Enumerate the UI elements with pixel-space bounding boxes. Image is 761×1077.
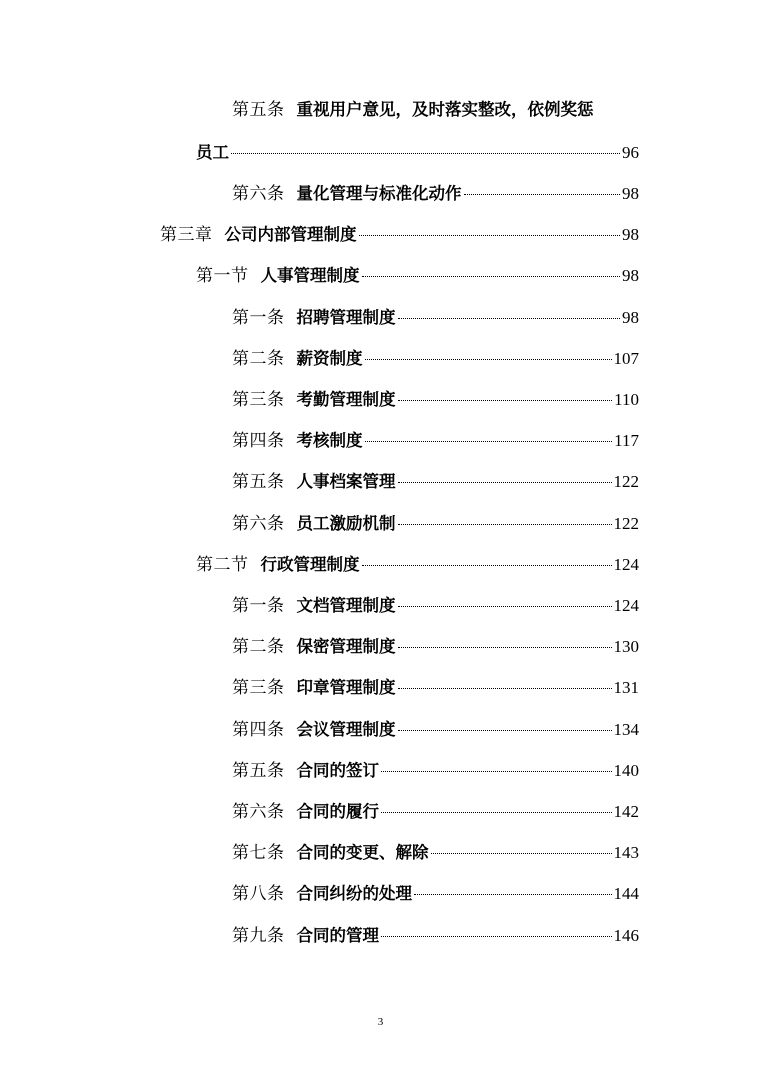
dot-leader	[381, 770, 612, 772]
toc-entry-number: 第四条	[232, 720, 285, 740]
toc-entry-page: 98	[622, 266, 639, 285]
dot-leader	[398, 729, 612, 731]
dot-leader	[231, 152, 620, 154]
dot-leader	[414, 893, 612, 895]
toc-entry[interactable]	[160, 223, 639, 247]
toc-entry-number: 第五条	[232, 472, 285, 492]
toc-entry-page: 131	[613, 678, 639, 697]
dot-leader	[362, 564, 612, 566]
toc-entry-number: 第二条	[232, 637, 285, 657]
toc-entry[interactable]	[232, 182, 639, 206]
toc-entry-page: 98	[622, 225, 639, 244]
toc-entry-title: 合同的履行	[296, 802, 379, 821]
toc-entry-page: 98	[622, 184, 639, 203]
toc-entry-number: 第八条	[232, 884, 285, 904]
toc-entry-page: 146	[613, 926, 639, 945]
toc-entry-number: 第二节	[196, 555, 249, 575]
toc-entry-page: 110	[614, 390, 639, 409]
dot-leader	[398, 646, 612, 648]
toc-entry[interactable]	[232, 594, 639, 618]
toc-entry[interactable]	[232, 429, 639, 453]
toc-entry-continued-first-line	[232, 98, 639, 122]
toc-entry[interactable]	[232, 718, 639, 742]
toc-entry[interactable]	[232, 512, 639, 536]
toc-entry-title: 员工激励机制	[296, 514, 396, 533]
toc-entry[interactable]	[232, 388, 639, 412]
toc-entry-number: 第五条	[232, 761, 285, 781]
toc-entry-title: 文档管理制度	[296, 596, 396, 615]
toc-entry-number: 第七条	[232, 843, 285, 863]
toc-entry[interactable]	[232, 882, 639, 906]
toc-entry-page: 142	[613, 802, 639, 821]
dot-leader	[398, 317, 621, 319]
toc-entry-title: 量化管理与标准化动作	[296, 184, 462, 203]
dot-leader	[398, 399, 613, 401]
toc-entry-number: 第九条	[232, 926, 285, 946]
toc-entry[interactable]	[232, 841, 639, 865]
dot-leader	[362, 275, 621, 277]
toc-entry[interactable]	[232, 635, 639, 659]
toc-entry-page: 96	[622, 143, 639, 162]
dot-leader	[398, 687, 612, 689]
dot-leader	[381, 935, 612, 937]
toc-entry-title: 人事管理制度	[260, 266, 360, 285]
toc-entry-title: 薪资制度	[296, 349, 363, 368]
toc-entry-number: 第三条	[232, 678, 285, 698]
toc-entry[interactable]	[232, 759, 639, 783]
toc-entry-number: 第四条	[232, 431, 285, 451]
toc-entry-title: 人事档案管理	[296, 472, 396, 491]
toc-entry-page: 117	[614, 431, 639, 450]
dot-leader	[359, 234, 621, 236]
toc-entry-number: 第一条	[232, 596, 285, 616]
toc-entry-title: 会议管理制度	[296, 720, 396, 739]
toc-entry-title: 行政管理制度	[260, 555, 360, 574]
toc-entry-page: 143	[613, 843, 639, 862]
toc-entry-title: 合同纠纷的处理	[296, 884, 412, 903]
page-footer-number: 3	[377, 1016, 384, 1028]
toc-entry[interactable]	[232, 800, 639, 824]
toc-entry-number: 第三条	[232, 390, 285, 410]
toc-entry-number: 第一节	[196, 266, 249, 286]
toc-entry-title-continuation: 员工	[196, 143, 229, 162]
toc-entry-page: 122	[613, 514, 639, 533]
toc-entry-page: 140	[613, 761, 639, 780]
toc-entry[interactable]	[232, 924, 639, 948]
dot-leader	[398, 481, 612, 483]
toc-entry-number: 第二条	[232, 349, 285, 369]
dot-leader	[398, 523, 612, 525]
toc-entry-page: 107	[613, 349, 639, 368]
toc-entry-title: 保密管理制度	[296, 637, 396, 656]
toc-entry[interactable]	[232, 347, 639, 371]
toc-entry-title: 公司内部管理制度	[224, 225, 357, 244]
toc-entry-number: 第五条	[232, 100, 285, 120]
toc-entry-title: 招聘管理制度	[296, 308, 396, 327]
toc-entry-number: 第六条	[232, 802, 285, 822]
toc-entry-number: 第三章	[160, 225, 213, 245]
toc-entry[interactable]	[232, 470, 639, 494]
toc-entry[interactable]	[196, 553, 639, 577]
dot-leader	[365, 358, 612, 360]
toc-entry-page: 144	[613, 884, 639, 903]
toc-entry-title: 合同的变更、解除	[296, 843, 429, 862]
toc-entry[interactable]	[196, 264, 639, 288]
toc-entry-title: 印章管理制度	[296, 678, 396, 697]
toc-entry-continued-second-line	[196, 141, 639, 165]
toc-entry[interactable]	[232, 676, 639, 700]
toc-entry[interactable]	[232, 306, 639, 330]
toc-entry-page: 98	[622, 308, 639, 327]
toc-entry-number: 第一条	[232, 308, 285, 328]
toc-entry-page: 130	[613, 637, 639, 656]
toc-entry-title: 考核制度	[296, 431, 363, 450]
toc-entry-title: 合同的管理	[296, 926, 379, 945]
toc-entry-title: 考勤管理制度	[296, 390, 396, 409]
toc-entry-page: 122	[613, 472, 639, 491]
toc-entry-number: 第六条	[232, 514, 285, 534]
toc-entry-number: 第六条	[232, 184, 285, 204]
dot-leader	[381, 811, 612, 813]
dot-leader	[365, 440, 613, 442]
toc-entry-page: 134	[613, 720, 639, 739]
toc-entry-title: 合同的签订	[296, 761, 379, 780]
toc-entry-page: 124	[613, 596, 639, 615]
dot-leader	[464, 193, 621, 195]
toc-entry-page: 124	[613, 555, 639, 574]
toc-entry-title: 重视用户意见，及时落实整改，依例奖惩	[296, 100, 594, 119]
dot-leader	[398, 605, 612, 607]
dot-leader	[431, 852, 612, 854]
